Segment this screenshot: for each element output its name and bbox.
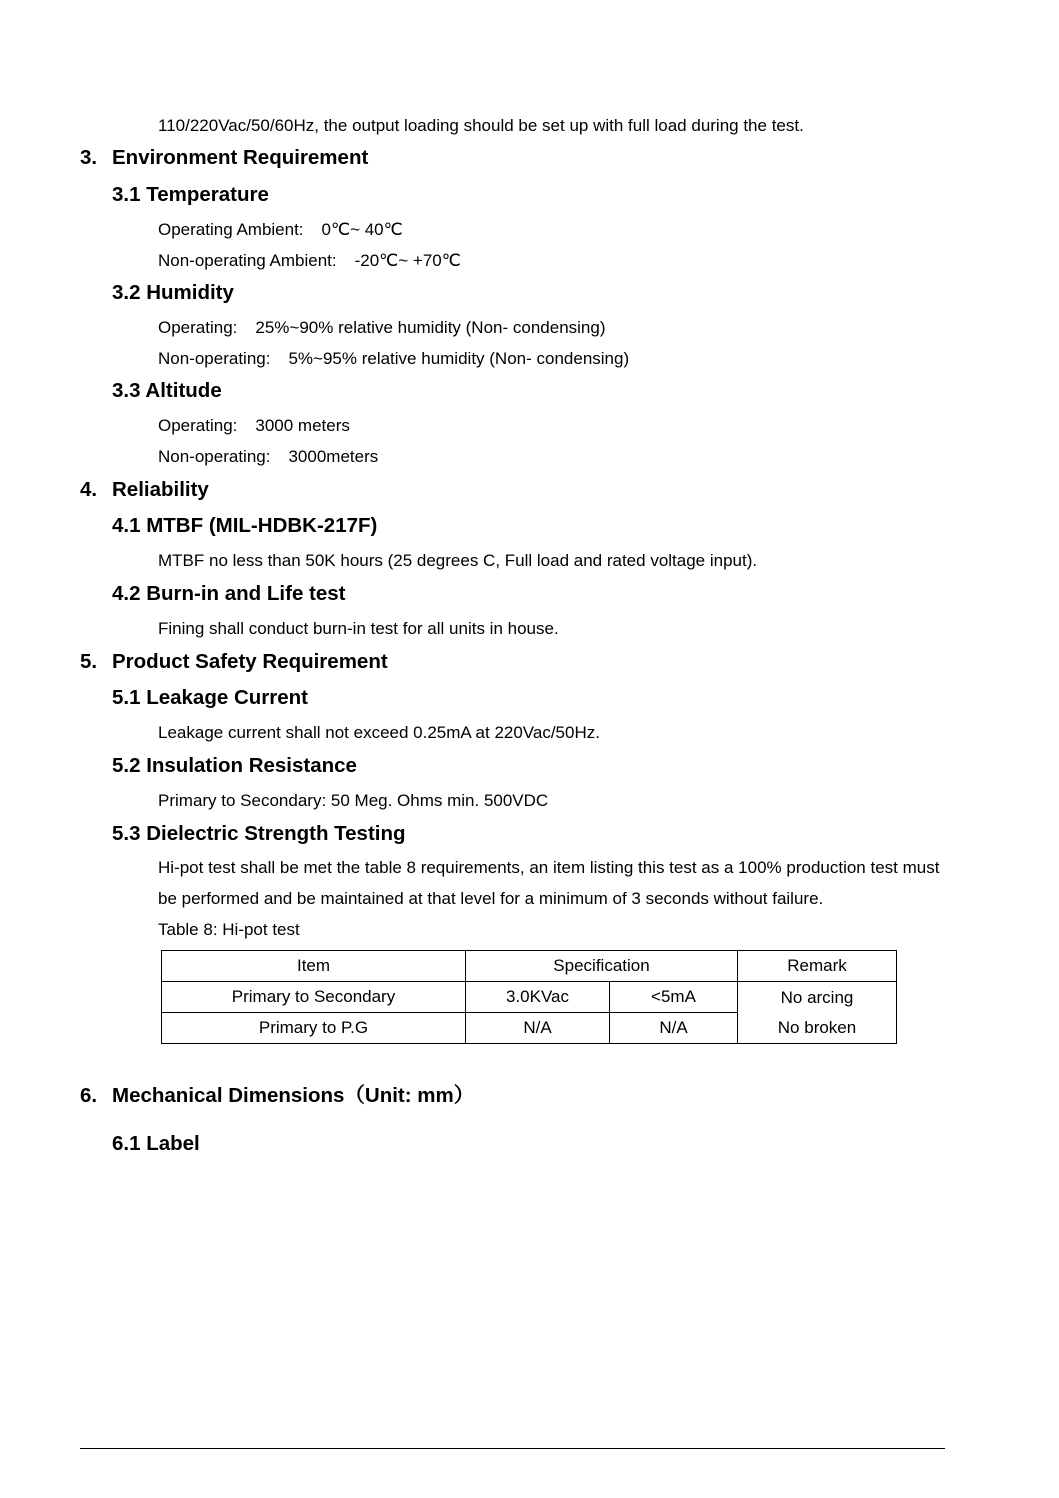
- temperature-operating: [158, 220, 403, 240]
- section-title: Mechanical Dimensions（Unit: mm）: [112, 1084, 475, 1107]
- intro-line: 110/220Vac/50/60Hz, the output loading should be set up with full load during the test.: [158, 116, 804, 135]
- subsection-5-3-heading: 5.3 Dielectric Strength Testing: [112, 822, 406, 845]
- remark-line-1: No arcing: [780, 987, 854, 1007]
- cell-current: <5mA: [610, 982, 738, 1013]
- subsection-3-1-heading: 3.1 Temperature: [112, 183, 269, 206]
- subsection-3-2-heading: 3.2 Humidity: [112, 281, 234, 304]
- label: Non-operating:: [158, 447, 271, 466]
- label: Non-operating:: [158, 349, 271, 368]
- dielectric-text-line-2: be performed and be maintained at that level for a minimum of 3 seconds without failure.: [158, 889, 824, 908]
- remark-line-2: No broken: [777, 1017, 857, 1037]
- section-4-heading: [80, 478, 209, 502]
- hipot-table: [161, 950, 897, 1044]
- label: Operating:: [158, 416, 238, 435]
- cell-item: Primary to P.G: [162, 1013, 466, 1044]
- cell-remark: [738, 982, 897, 1044]
- label: Operating Ambient:: [158, 220, 304, 239]
- subsection-4-2-heading: 4.2 Burn-in and Life test: [112, 582, 346, 605]
- table-row: [162, 982, 897, 1013]
- altitude-operating: [158, 416, 350, 436]
- cell-current: N/A: [610, 1013, 738, 1044]
- value: 3000 meters: [255, 416, 350, 435]
- header-remark: Remark: [738, 951, 897, 982]
- insulation-text: Primary to Secondary: 50 Meg. Ohms min. 500VDC: [158, 791, 549, 810]
- humidity-operating: [158, 318, 606, 338]
- value: 0℃~ 40℃: [321, 220, 403, 239]
- label: Operating:: [158, 318, 238, 337]
- value: 5%~95% relative humidity (Non- condensing): [288, 349, 630, 368]
- table-caption: Table 8: Hi-pot test: [158, 920, 300, 939]
- section-number: 5.: [80, 650, 98, 673]
- section-number: 6.: [80, 1084, 98, 1107]
- temperature-non-operating: [158, 251, 461, 271]
- altitude-non-operating: [158, 447, 378, 467]
- footer-divider: [80, 1448, 945, 1449]
- label: Non-operating Ambient:: [158, 251, 337, 270]
- section-title: Reliability: [112, 478, 209, 501]
- subsection-6-1-heading: 6.1 Label: [112, 1132, 200, 1155]
- section-title: Product Safety Requirement: [112, 650, 388, 673]
- dielectric-text-line-1: Hi-pot test shall be met the table 8 requirements, an item listing this test as a 100% production test must: [158, 858, 940, 877]
- section-title: Environment Requirement: [112, 146, 369, 169]
- section-3-heading: [80, 146, 368, 170]
- value: 25%~90% relative humidity (Non- condensing): [255, 318, 606, 337]
- subsection-4-1-heading: 4.1 MTBF (MIL-HDBK-217F): [112, 514, 378, 537]
- cell-voltage: N/A: [466, 1013, 610, 1044]
- section-6-heading: [80, 1084, 474, 1108]
- value: -20℃~ +70℃: [354, 251, 461, 270]
- burn-in-text: Fining shall conduct burn-in test for all units in house.: [158, 619, 559, 638]
- table-header-row: [162, 951, 897, 982]
- cell-item: Primary to Secondary: [162, 982, 466, 1013]
- leakage-text: Leakage current shall not exceed 0.25mA at 220Vac/50Hz.: [158, 723, 600, 742]
- section-5-heading: [80, 650, 388, 674]
- value: 3000meters: [288, 447, 379, 466]
- humidity-non-operating: [158, 349, 629, 369]
- cell-voltage: 3.0KVac: [466, 982, 610, 1013]
- header-item: Item: [162, 951, 466, 982]
- subsection-3-3-heading: 3.3 Altitude: [112, 379, 222, 402]
- header-specification: Specification: [466, 951, 738, 982]
- mtbf-text: MTBF no less than 50K hours (25 degrees C, Full load and rated voltage input).: [158, 551, 758, 570]
- subsection-5-2-heading: 5.2 Insulation Resistance: [112, 754, 357, 777]
- subsection-5-1-heading: 5.1 Leakage Current: [112, 686, 308, 709]
- section-number: 3.: [80, 146, 98, 169]
- section-number: 4.: [80, 478, 98, 501]
